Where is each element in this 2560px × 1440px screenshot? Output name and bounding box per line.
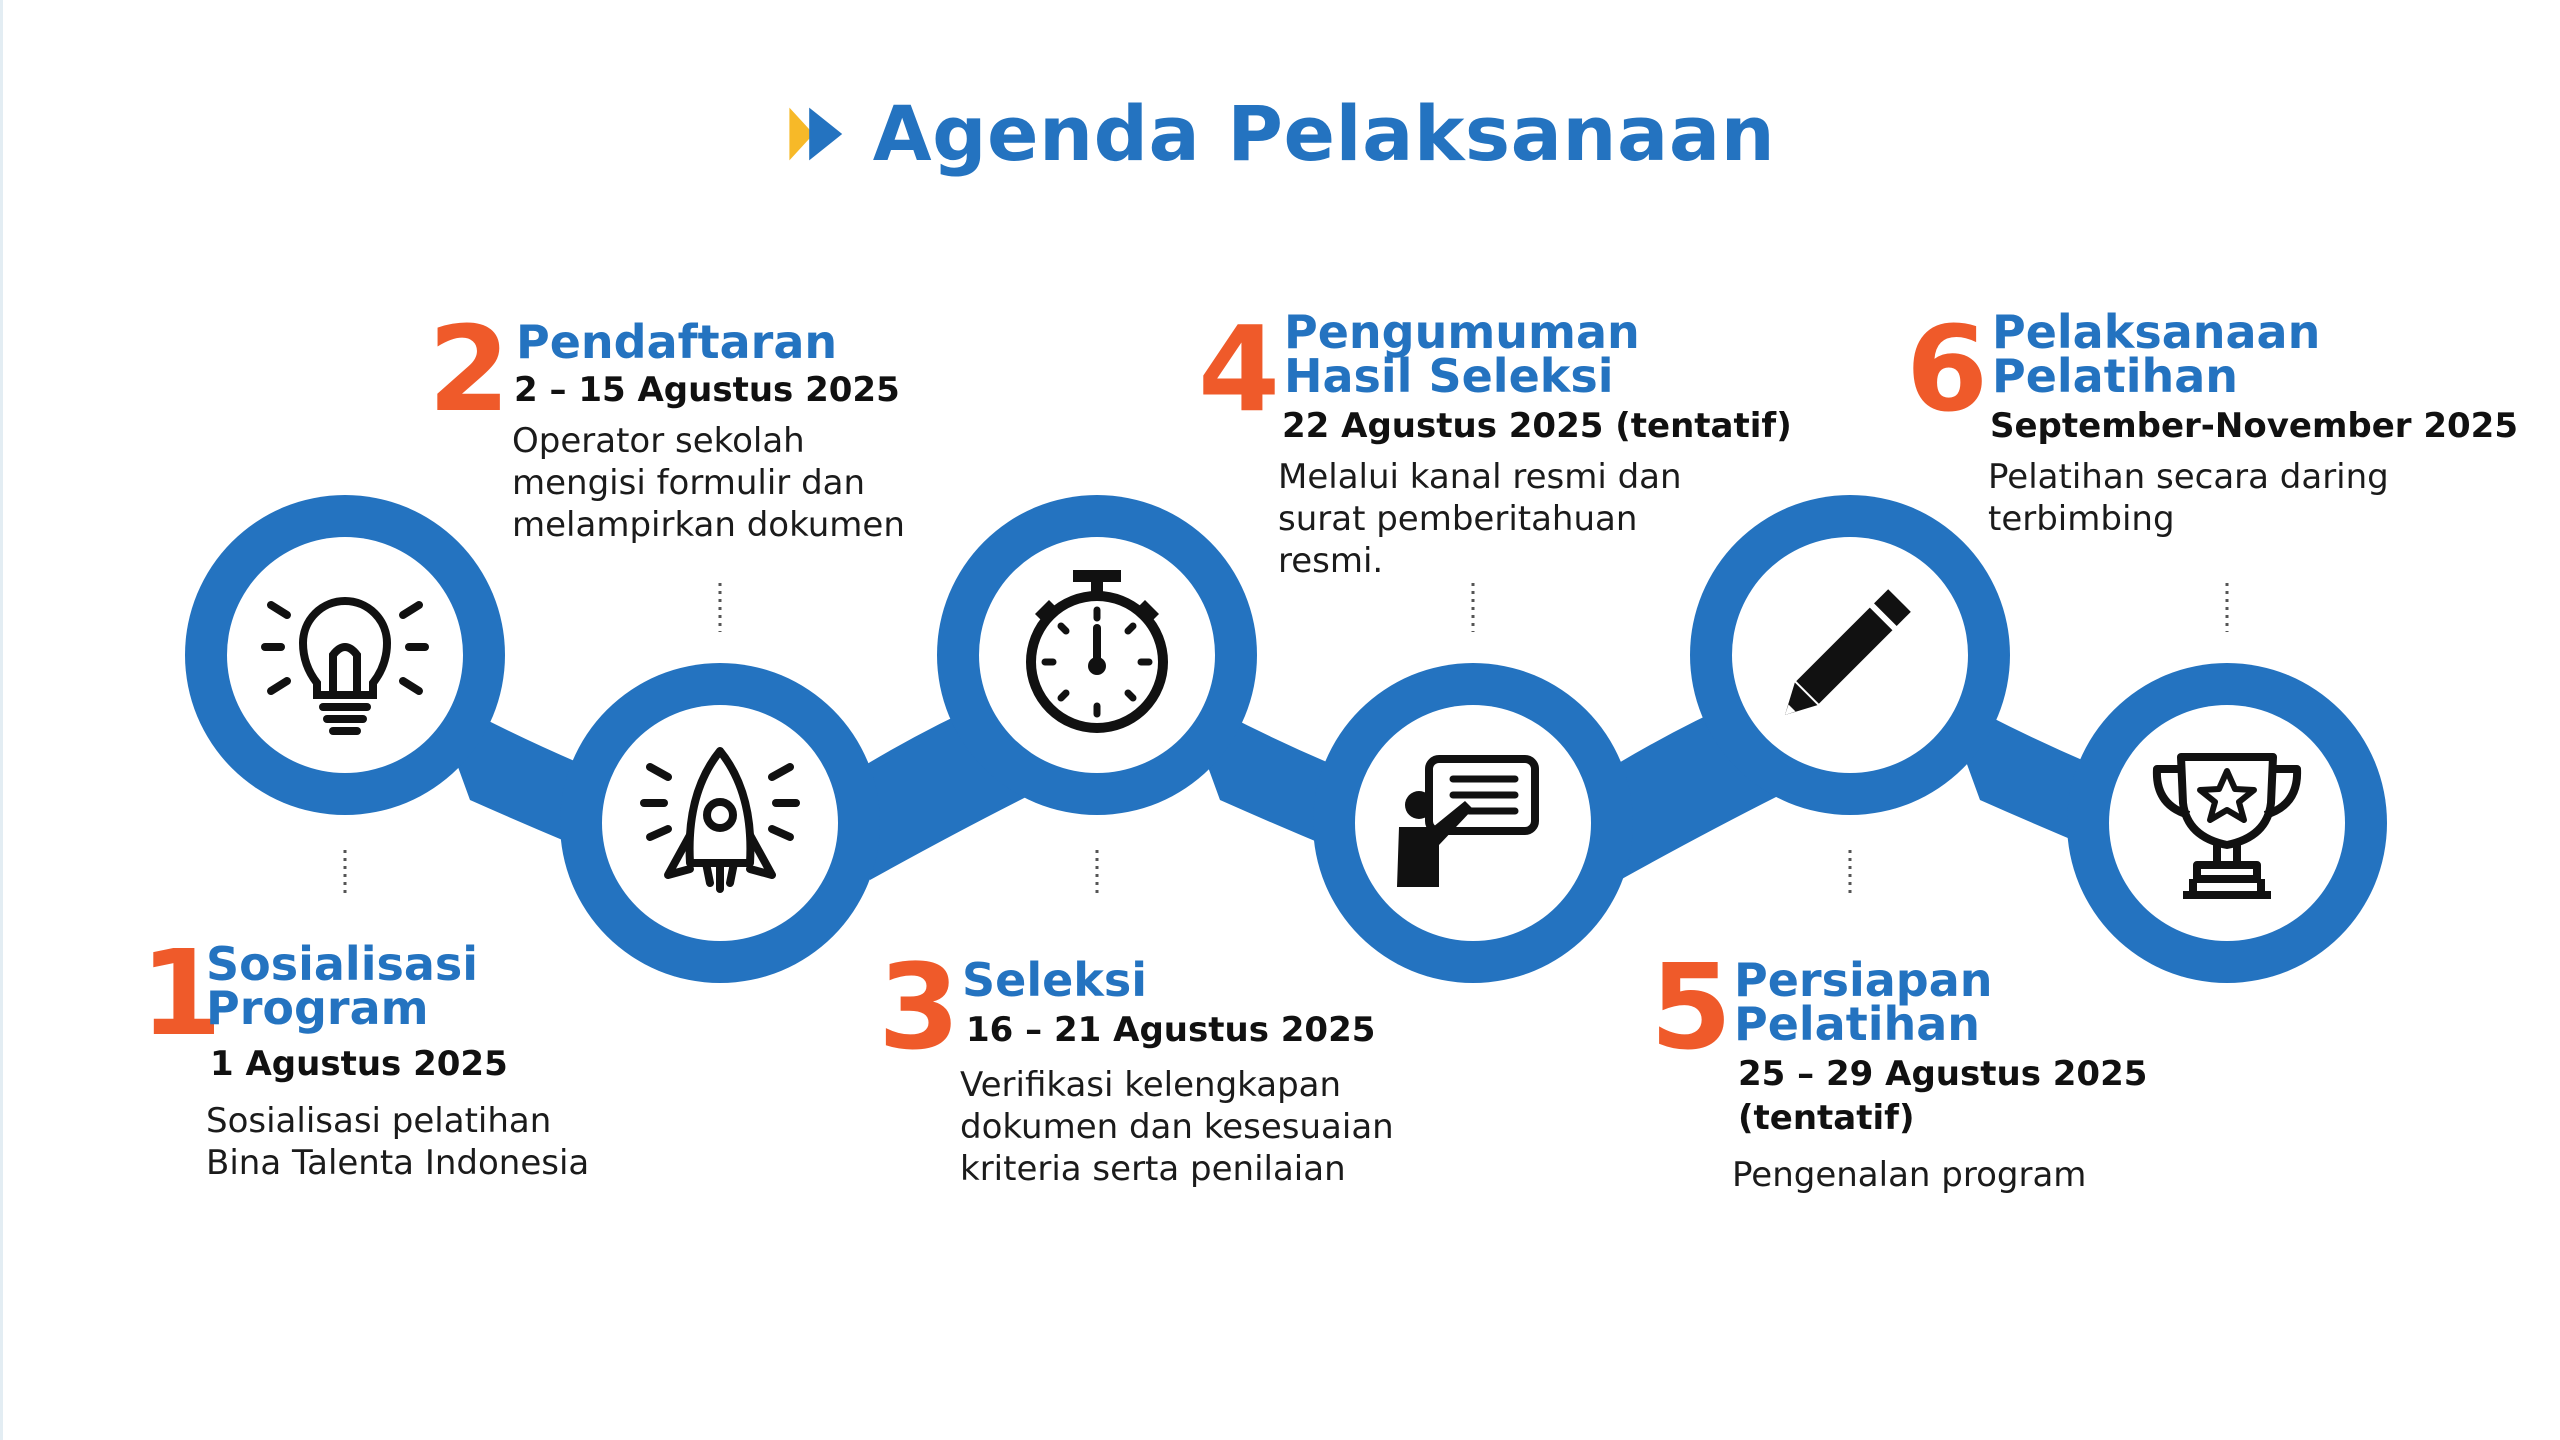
step-desc-5: Pengenalan program — [1732, 1155, 2087, 1195]
step-date-1: 1 Agustus 2025 — [210, 1044, 508, 1084]
step-number-2: 2 — [428, 300, 511, 438]
step-desc-6: Pelatihan secara daring terbimbing — [1988, 457, 2389, 539]
step-date-4: 22 Agustus 2025 (tentatif) — [1282, 406, 1792, 446]
step-heading-4: Pengumuman Hasil Seleksi — [1284, 305, 1640, 403]
step-heading-6: Pelaksanaan Pelatihan — [1992, 305, 2321, 403]
step-date-2: 2 – 15 Agustus 2025 — [514, 370, 900, 410]
step-number-1: 1 — [140, 924, 223, 1062]
step-desc-4: Melalui kanal resmi dan surat pemberitahuan resmi. — [1278, 457, 1682, 581]
step-desc-2: Operator sekolah mengisi formulir dan melampirkan dokumen — [512, 421, 905, 545]
step-date-3: 16 – 21 Agustus 2025 — [966, 1010, 1376, 1050]
step-heading-1: Sosialisasi Program — [206, 937, 479, 1035]
step-heading-5: Persiapan Pelatihan — [1734, 953, 1993, 1051]
step-heading-3: Seleksi — [962, 953, 1148, 1007]
step-date-5: 25 – 29 Agustus 2025 (tentatif) — [1738, 1054, 2148, 1138]
step-heading-2: Pendaftaran — [516, 315, 838, 369]
step-date-6: September-November 2025 — [1990, 406, 2518, 446]
step-number-5: 5 — [1650, 938, 1733, 1076]
step-number-4: 4 — [1198, 300, 1281, 438]
step-desc-1: Sosialisasi pelatihan Bina Talenta Indonesia — [206, 1101, 590, 1183]
page-title: Agenda Pelaksanaan — [872, 89, 1776, 178]
step-number-3: 3 — [878, 938, 961, 1076]
step-desc-3: Verifikasi kelengkapan dokumen dan kesesuaian kriteria serta penilaian — [960, 1065, 1394, 1189]
step-number-6: 6 — [1906, 300, 1989, 438]
